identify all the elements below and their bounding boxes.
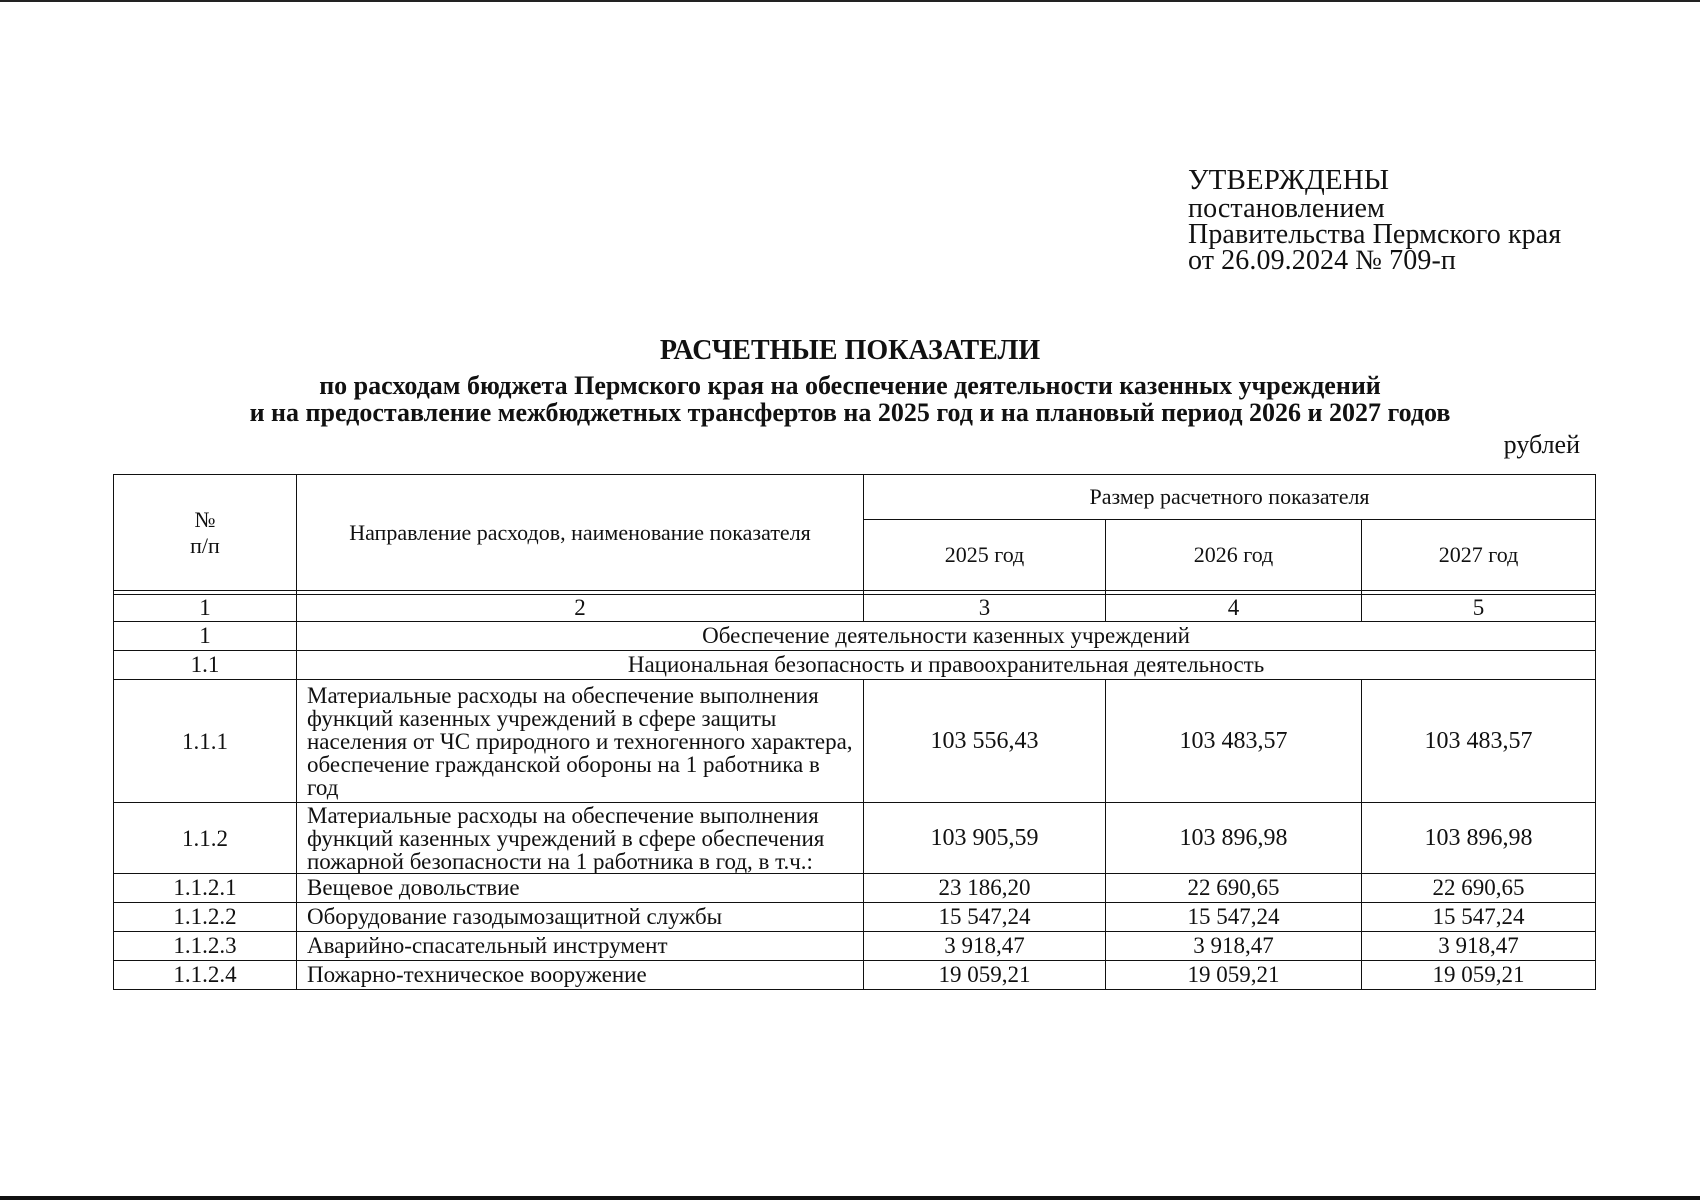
row-num: 1.1.1 xyxy=(114,680,297,803)
row-num: 1.1.2.4 xyxy=(114,961,297,990)
row-name: Аварийно-спасательный инструмент xyxy=(297,932,864,961)
value-2025: 19 059,21 xyxy=(864,961,1106,990)
value-2025: 3 918,47 xyxy=(864,932,1106,961)
value-2027: 103 483,57 xyxy=(1362,680,1596,803)
header-size-group: Размер расчетного показателя xyxy=(864,475,1596,520)
value-2027: 3 918,47 xyxy=(1362,932,1596,961)
table-row xyxy=(114,680,1596,803)
column-number: 3 xyxy=(864,595,1106,622)
subtitle-line-1: по расходам бюджета Пермского края на обеспечение деятельности казенных учреждений xyxy=(319,371,1381,400)
document-title: РАСЧЕТНЫЕ ПОКАЗАТЕЛИ xyxy=(659,335,1041,366)
value-2027: 15 547,24 xyxy=(1362,903,1596,932)
header-year-2027: 2027 год xyxy=(1362,520,1596,591)
section-num: 1.1 xyxy=(114,651,297,680)
subtitle-line-2: и на предоставление межбюджетных трансфертов на 2025 год и на плановый период 2026 и 2027 годов xyxy=(249,398,1451,427)
value-2026: 15 547,24 xyxy=(1106,903,1362,932)
value-2027: 103 896,98 xyxy=(1362,803,1596,874)
value-2026: 19 059,21 xyxy=(1106,961,1362,990)
approval-line-1: постановлением xyxy=(1188,193,1385,224)
approval-line-2: Правительства Пермского края xyxy=(1188,219,1562,250)
scan-edge-bottom xyxy=(0,1196,1700,1200)
approval-title: УТВЕРЖДЕНЫ xyxy=(1188,164,1390,196)
scan-edge-top xyxy=(0,0,1700,2)
row-num: 1.1.2.2 xyxy=(114,903,297,932)
row-name: Пожарно-техническое вооружение xyxy=(297,961,864,990)
column-number: 5 xyxy=(1362,595,1596,622)
column-number: 1 xyxy=(114,595,297,622)
table-row xyxy=(114,961,1596,990)
value-2026: 103 896,98 xyxy=(1106,803,1362,874)
section-num: 1 xyxy=(114,622,297,651)
section-row-1 xyxy=(114,622,1596,651)
value-2025: 103 905,59 xyxy=(864,803,1106,874)
units-label: рублей xyxy=(1503,430,1580,459)
value-2027: 22 690,65 xyxy=(1362,874,1596,903)
value-2026: 3 918,47 xyxy=(1106,932,1362,961)
row-name: Оборудование газодымозащитной службы xyxy=(297,903,864,932)
approval-line-3: от 26.09.2024 № 709-п xyxy=(1188,245,1456,276)
header-year-2026: 2026 год xyxy=(1106,520,1362,591)
approval-stamp xyxy=(1188,164,1561,274)
row-num: 1.1.2 xyxy=(114,803,297,874)
row-name: Материальные расходы на обеспечение выполнения функций казенных учреждений в сфере защиты населения от ЧС природного и техногенного характера, обеспечение гражданской обороны на 1 работника в год xyxy=(297,680,864,803)
table-row xyxy=(114,932,1596,961)
value-2026: 103 483,57 xyxy=(1106,680,1362,803)
column-numbers-row xyxy=(114,595,1596,622)
table-row xyxy=(114,874,1596,903)
document-subtitle xyxy=(0,372,1700,426)
section-row-1-1 xyxy=(114,651,1596,680)
column-number: 2 xyxy=(297,595,864,622)
row-num: 1.1.2.1 xyxy=(114,874,297,903)
value-2027: 19 059,21 xyxy=(1362,961,1596,990)
indicators-table xyxy=(113,474,1596,990)
value-2025: 103 556,43 xyxy=(864,680,1106,803)
header-row-1 xyxy=(114,475,1596,520)
table-row xyxy=(114,803,1596,874)
header-num: № п/п xyxy=(114,475,297,591)
value-2025: 15 547,24 xyxy=(864,903,1106,932)
row-name: Вещевое довольствие xyxy=(297,874,864,903)
section-title: Обеспечение деятельности казенных учреждений xyxy=(297,622,1596,651)
row-num: 1.1.2.3 xyxy=(114,932,297,961)
header-name: Направление расходов, наименование показателя xyxy=(297,475,864,591)
column-number: 4 xyxy=(1106,595,1362,622)
header-year-2025: 2025 год xyxy=(864,520,1106,591)
row-name: Материальные расходы на обеспечение выполнения функций казенных учреждений в сфере обеспечения пожарной безопасности на 1 работника в год, в т.ч.: xyxy=(297,803,864,874)
value-2026: 22 690,65 xyxy=(1106,874,1362,903)
table-row xyxy=(114,903,1596,932)
section-title: Национальная безопасность и правоохранительная деятельность xyxy=(297,651,1596,680)
value-2025: 23 186,20 xyxy=(864,874,1106,903)
